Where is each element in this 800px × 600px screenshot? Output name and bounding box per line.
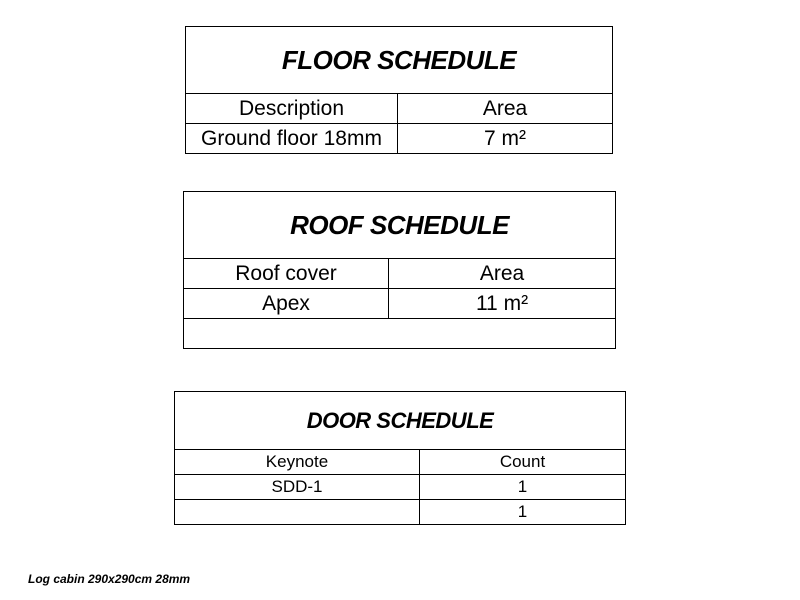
table-row bbox=[175, 475, 626, 500]
table-cell: 11 m² bbox=[389, 289, 616, 319]
table-row bbox=[184, 289, 616, 319]
table-header-row bbox=[186, 94, 613, 124]
column-header-keynote: Keynote bbox=[175, 450, 420, 475]
roof-schedule-title: ROOF SCHEDULE bbox=[184, 192, 616, 259]
table-cell: SDD-1 bbox=[175, 475, 420, 500]
table-header-row bbox=[175, 450, 626, 475]
table-row bbox=[184, 319, 616, 349]
column-header-description: Description bbox=[186, 94, 398, 124]
table-cell: 1 bbox=[420, 500, 626, 525]
column-header-area: Area bbox=[389, 259, 616, 289]
table-cell: Ground floor 18mm bbox=[186, 124, 398, 154]
column-header-area: Area bbox=[398, 94, 613, 124]
roof-schedule-table bbox=[183, 191, 616, 349]
document-caption: Log cabin 290x290cm 28mm bbox=[28, 572, 191, 586]
table-cell: 1 bbox=[420, 475, 626, 500]
table-header-row bbox=[184, 259, 616, 289]
table-row bbox=[186, 124, 613, 154]
table-row bbox=[175, 500, 626, 525]
column-header-roof-cover: Roof cover bbox=[184, 259, 389, 289]
floor-schedule-title: FLOOR SCHEDULE bbox=[186, 27, 613, 94]
table-cell: 7 m² bbox=[398, 124, 613, 154]
door-schedule-table bbox=[174, 391, 626, 525]
table-cell bbox=[184, 319, 616, 349]
door-schedule-title: DOOR SCHEDULE bbox=[175, 392, 626, 450]
floor-schedule-table bbox=[185, 26, 613, 154]
column-header-count: Count bbox=[420, 450, 626, 475]
table-cell: Apex bbox=[184, 289, 389, 319]
table-cell bbox=[175, 500, 420, 525]
